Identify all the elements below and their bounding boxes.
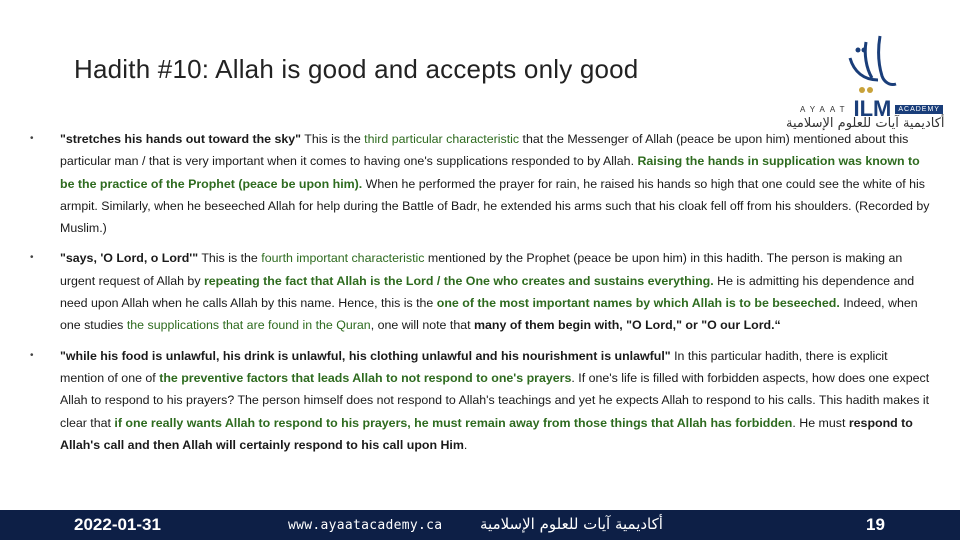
footer-bar (0, 510, 960, 540)
text-segment: . (463, 437, 468, 452)
bullet-text (60, 132, 929, 235)
logo-arabic-subtitle: أكاديمية آيات للعلوم الإسلامية (786, 116, 945, 131)
page-number: 19 (866, 515, 885, 534)
logo-ayaat-text: AYAAT (800, 104, 850, 114)
text-segment: "stretches his hands out toward the sky" (60, 132, 302, 146)
bullet-dot-icon: • (30, 252, 34, 264)
footer-date: 2022-01-31 (74, 515, 161, 534)
bullet-text (60, 251, 918, 332)
text-segment: mentioned by the Prophet (peace be upon him) in this hadith. The person is making an urgent request of Allah by (60, 251, 903, 288)
bullet-item (30, 128, 930, 239)
text-segment: fourth important characteristic (261, 251, 425, 266)
text-segment: This is the (198, 251, 262, 266)
bullet-item (30, 345, 930, 456)
slide-title: Hadith #10: Allah is good and accepts only good (74, 54, 639, 84)
bullet-text (60, 349, 929, 452)
text-segment: respond to Allah's call and then Allah will certainly respond to his call upon Him (60, 415, 913, 452)
text-segment: if one really wants Allah to respond to his prayers, he must remain away from those things that Allah has forbidden (114, 415, 793, 430)
bullet-item (30, 247, 930, 336)
text-segment: "while his food is unlawful, his drink is unlawful, his clothing unlawful and his nourishment is unlawful" (60, 348, 671, 363)
bullet-list (30, 128, 930, 464)
text-segment: that the Messenger of Allah (peace be upon him) mentioned about this particular man / that is very important when it comes to having one's supplications responded to by Allah. (60, 132, 909, 169)
text-segment: This is the (301, 132, 365, 146)
text-segment: He is admitting his dependence and need upon Allah when he calls Allah by this name. Hence, this is the (60, 273, 915, 311)
text-segment: the preventive factors that leads Allah to not respond to one's prayers (159, 370, 572, 385)
footer-arabic-name: أكاديمية آيات للعلوم الإسلامية (480, 515, 663, 533)
footer-url: www.ayaatacademy.ca (288, 518, 443, 533)
text-segment: one of the most important names by which Allah is to be beseeched. (436, 296, 840, 311)
text-segment: the supplications that are found in the Quran (126, 318, 371, 333)
logo-academy-text: ACADEMY (895, 105, 943, 114)
text-segment: many of them begin with, "O Lord," or "O our Lord.“ (474, 318, 781, 333)
bullet-dot-icon: • (30, 349, 34, 361)
text-segment: In this particular hadith, there is explicit mention of one of (60, 348, 888, 385)
text-segment: Raising the hands in supplication was known to be the practice of the Prophet (peace be upon him). (60, 154, 920, 191)
text-segment: . If one's life is filled with forbidden aspects, how does one expect Allah to respond to his prayers? The person himself does not respond to Allah's teachings and yet he expects Allah to respond to his calls. This hadith makes it clear that (60, 370, 930, 430)
text-segment: "says, 'O Lord, o Lord'" (60, 251, 199, 266)
logo-ilm-text: ILM (853, 96, 892, 121)
text-segment: Indeed, when one studies (60, 296, 918, 333)
text-segment: When he performed the prayer for rain, he raised his hands so high that one could see the white of his armpit. Similarly, when he beseeched Allah for help during the Battle of Badr, he extended his arms such that his cloak fell off from his shoulders. (Recorded by Muslim.) (60, 176, 930, 236)
calligraphy-logo-icon (820, 28, 910, 98)
text-segment: third particular characteristic (364, 132, 520, 146)
bullet-dot-icon: • (30, 133, 34, 144)
text-segment: , one will note that (370, 318, 475, 333)
text-segment: . He must (792, 415, 849, 430)
text-segment: repeating the fact that Allah is the Lord / the One who creates and sustains everything. (203, 273, 714, 288)
